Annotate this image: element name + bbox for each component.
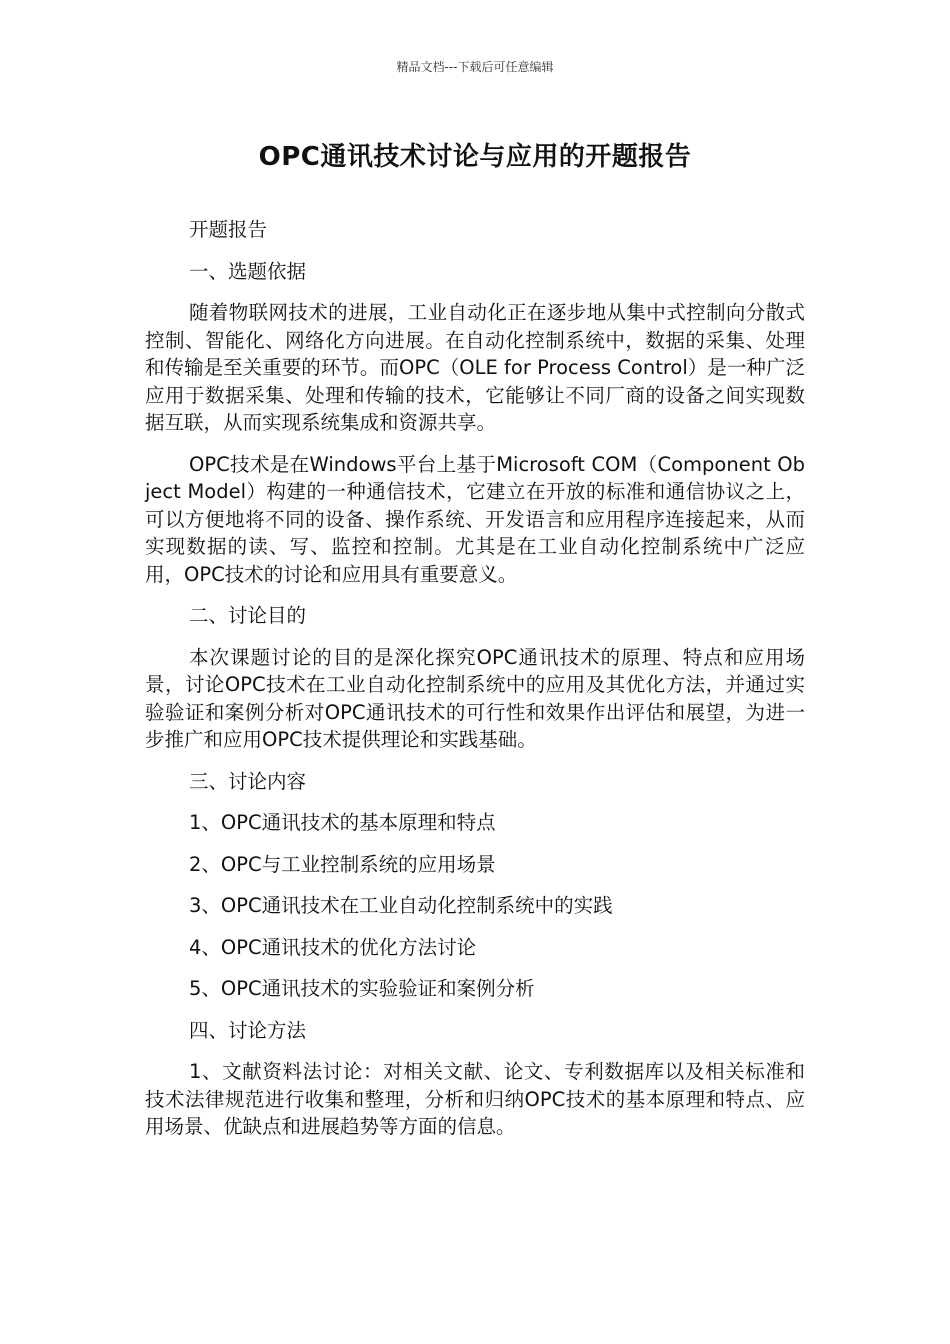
list-item-content-3: 3、OPC通讯技术在工业自动化控制系统中的实践 (189, 894, 613, 917)
list-item-content-4: 4、OPC通讯技术的优化方法讨论 (189, 935, 477, 959)
document-title: OPC通讯技术讨论与应用的开题报告 (258, 142, 692, 172)
paragraph-basis-2: OPC技术是在Windows平台上基于Microsoft COM（Component Object Model）构建的一种通信技术，它建立在开放的标准和通信协议之上，可以方便地将不同的设备、操作系统、开发语言和应用程序连接起来，从而实现数据的读、写、监控和控制。尤其是在工业自动化控制系统中广泛应用，OPC技术的讨论和应用具有重要意义。 (145, 452, 805, 586)
paragraph-report-label: 开题报告 (189, 218, 268, 241)
section-heading-method: 四、讨论方法 (189, 1018, 307, 1042)
paragraph-basis-1: 随着物联网技术的进展，工业自动化正在逐步地从集中式控制向分散式控制、智能化、网络化方向进展。在自动化控制系统中，数据的采集、处理和传输是至关重要的环节。而OPC（OLE for Process Control）是一种广泛应用于数据采集、处理和传输的技术，它能够让不同厂商的设备之间实现数据互联，从而实现系统集成和资源共享。 (145, 301, 806, 434)
section-heading-basis: 一、选题依据 (189, 259, 307, 283)
page-header-note: 精品文档---下载后可任意编辑 (396, 60, 554, 74)
list-item-content-2: 2、OPC与工业控制系统的应用场景 (189, 852, 496, 876)
section-heading-content: 三、讨论内容 (189, 769, 307, 793)
section-heading-purpose: 二、讨论目的 (189, 604, 307, 627)
document-body (145, 216, 805, 1141)
list-item-content-1: 1、OPC通讯技术的基本原理和特点 (189, 811, 496, 834)
list-item-content-5: 5、OPC通讯技术的实验验证和案例分析 (189, 977, 535, 1000)
paragraph-purpose: 本次课题讨论的目的是深化探究OPC通讯技术的原理、特点和应用场景，讨论OPC技术在工业自动化控制系统中的应用及其优化方法，并通过实验验证和案例分析对OPC通讯技术的可行性和效果作出评估和展望，为进一步推广和应用OPC技术提供理论和实践基础。 (145, 645, 805, 751)
paragraph-method-1: 1、文献资料法讨论：对相关文献、论文、专利数据库以及相关标准和技术法律规范进行收集和整理，分析和归纳OPC技术的基本原理和特点、应用场景、优缺点和进展趋势等方面的信息。 (145, 1060, 805, 1138)
